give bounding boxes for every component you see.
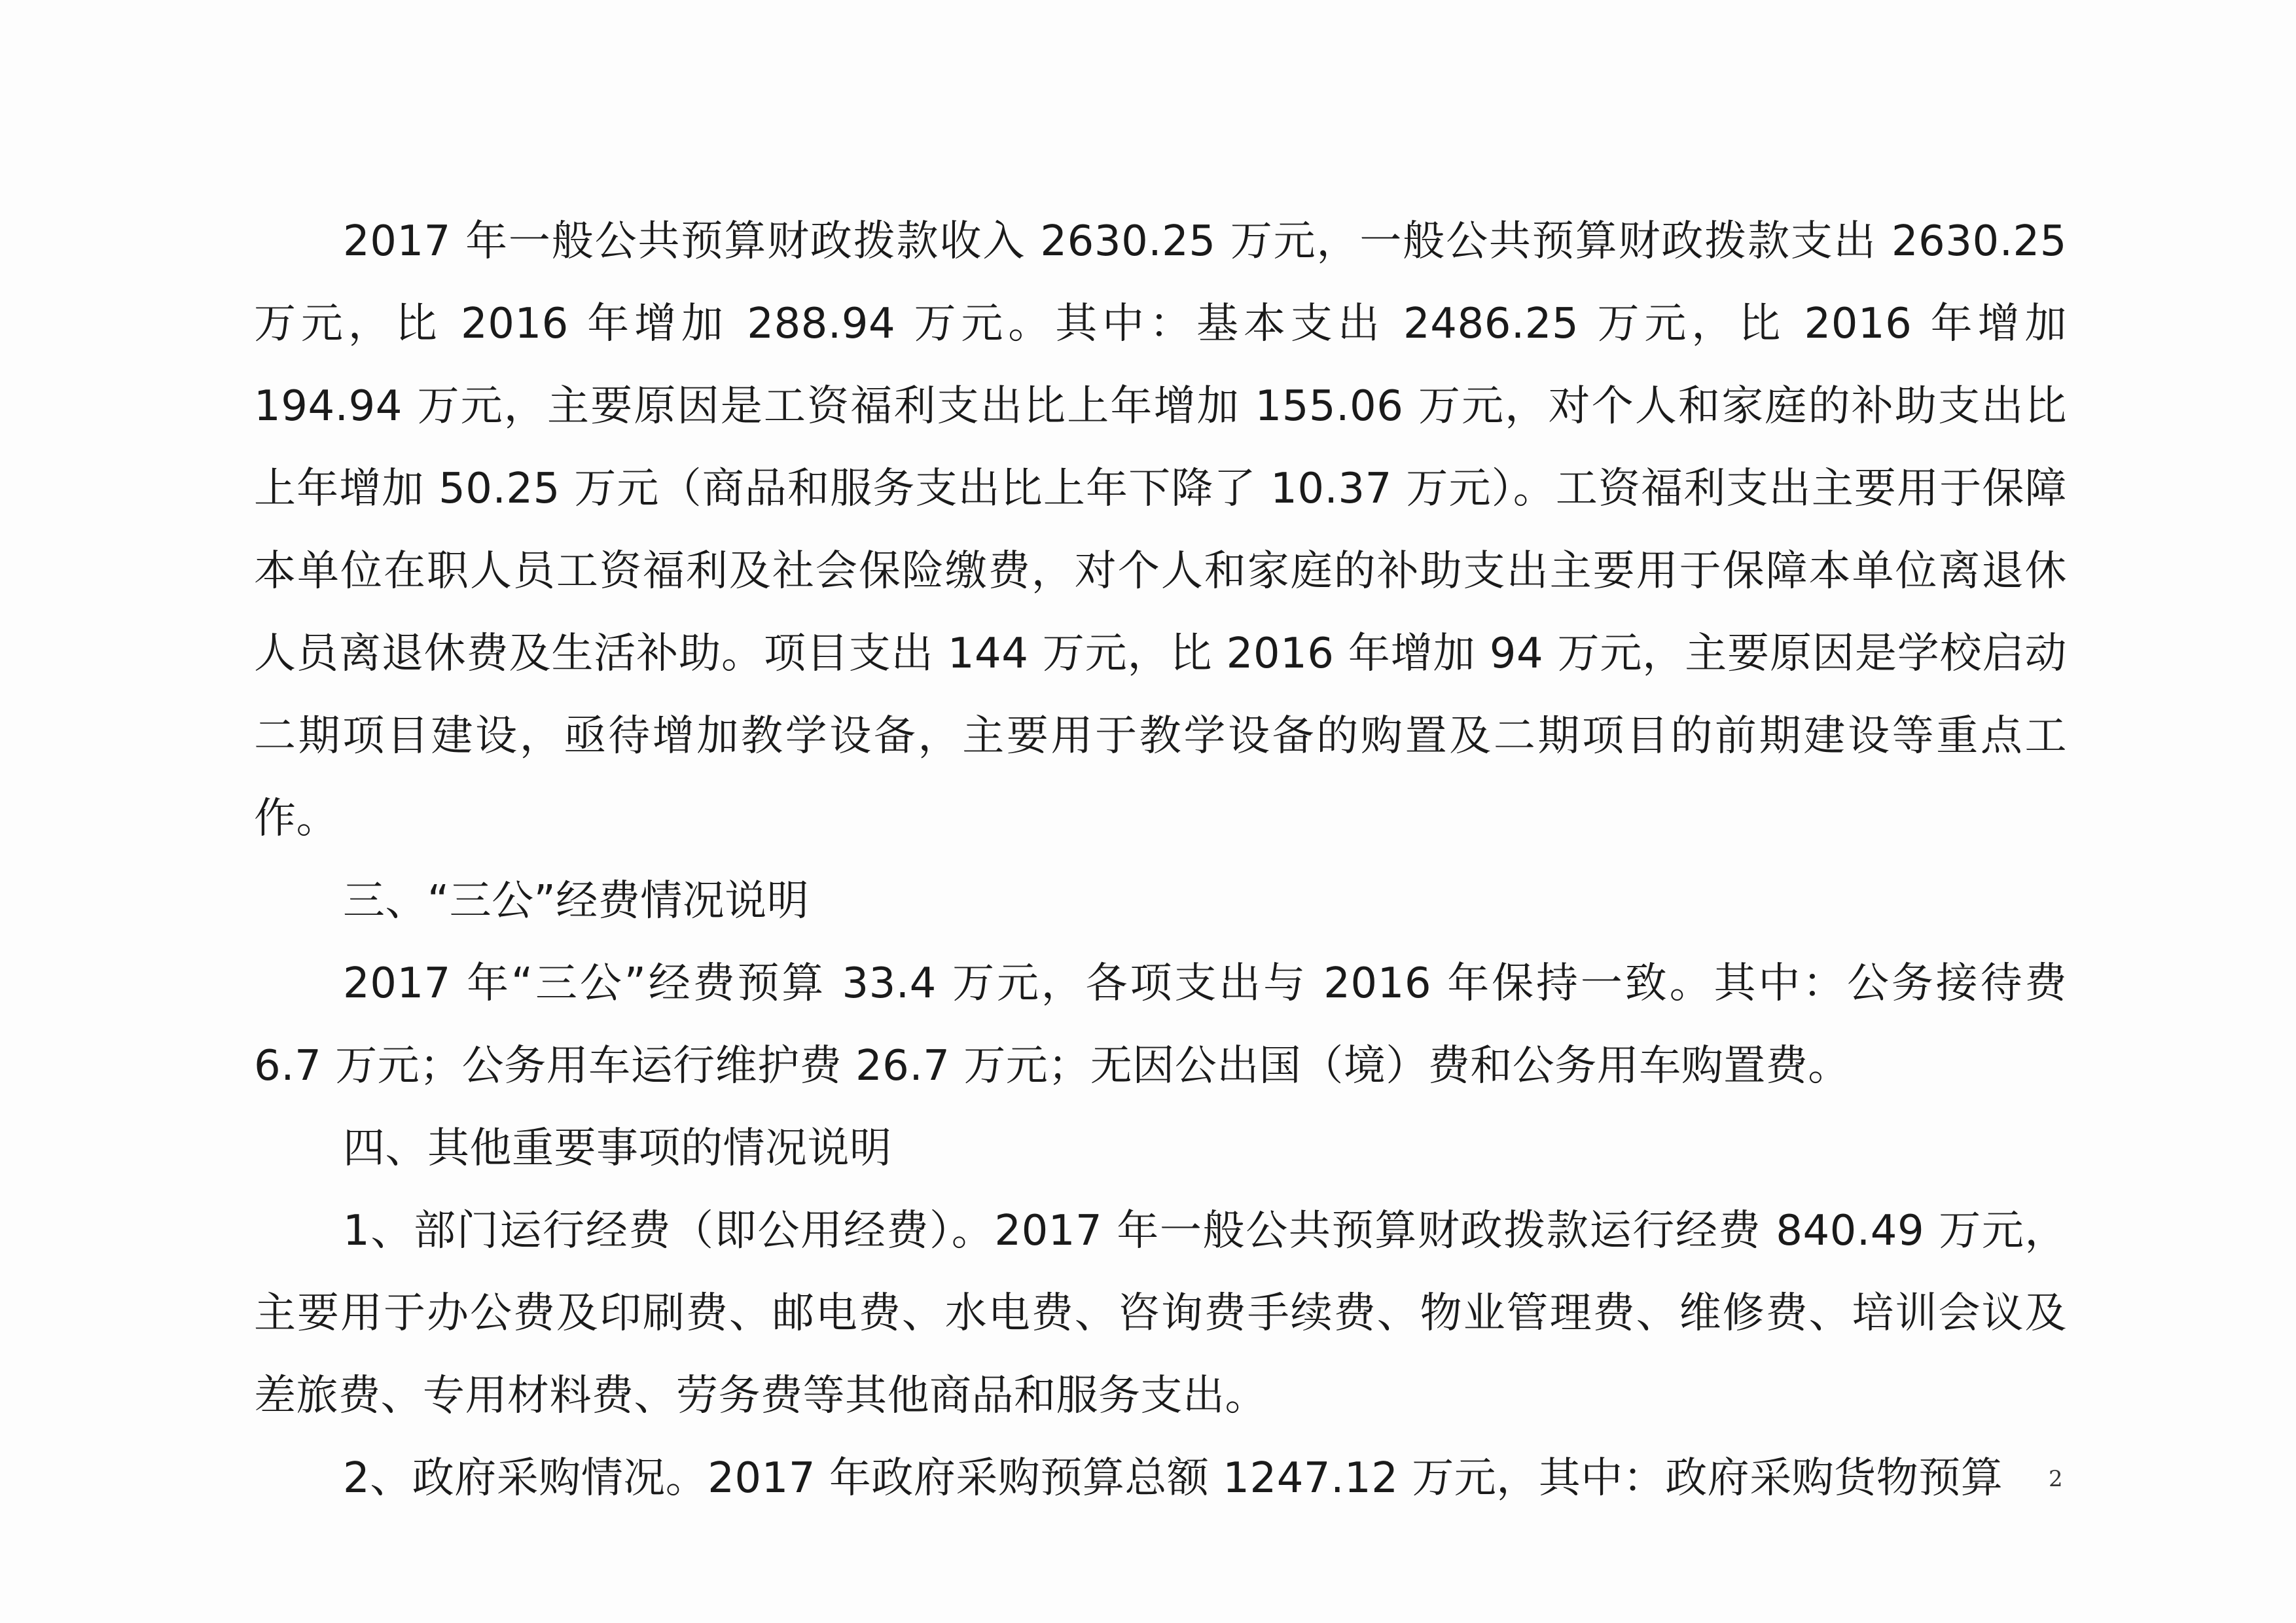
page-number: 2 xyxy=(2049,1466,2063,1492)
paragraph-budget-income: 2017 年一般公共预算财政拨款收入 2630.25 万元，一般公共预算财政拨款支出 2630.25 万元，比 2016 年增加 288.94 万元。其中：基本支出 2486.25 万元，比 2016 年增加 194.94 万元，主要原因是工资福利支出比上年增加 155.06 万元，对个人和家庭的补助支出比上年增加 50.25 万元（商品和服务支出比上年下降了 10.37 万元）。工资福利支出主要用于保障本单位在职人员工资福利及社会保险缴费，对个人和家庭的补助支出主要用于保障本单位离退休人员离退休费及生活补助。项目支出 144 万元，比 2016 年增加 94 万元，主要原因是学校启动二期项目建设，亟待增加教学设备，主要用于教学设备的购置及二期项目的前期建设等重点工作。 xyxy=(254,217,2067,843)
document-body xyxy=(254,200,2067,1520)
section-heading-three-public: 三、“三公”经费情况说明 xyxy=(343,877,810,925)
paragraph-government-procurement: 2、政府采购情况。2017 年政府采购预算总额 1247.12 万元，其中：政府采购货物预算 xyxy=(343,1454,2003,1503)
paragraph-operating-expenses: 1、部门运行经费（即公用经费）。2017 年一般公共预算财政拨款运行经费 840.49 万元，主要用于办公费及印刷费、邮电费、水电费、咨询费手续费、物业管理费、维修费、培训会议及差旅费、专用材料费、劳务费等其他商品和服务支出。 xyxy=(254,1207,2067,1420)
paragraph-three-public-budget: 2017 年“三公”经费预算 33.4 万元，各项支出与 2016 年保持一致。其中：公务接待费 6.7 万元；公务用车运行维护费 26.7 万元；无因公出国（境）费和公务用车购置费。 xyxy=(254,959,2067,1090)
section-heading-other-matters: 四、其他重要事项的情况说明 xyxy=(343,1124,892,1173)
